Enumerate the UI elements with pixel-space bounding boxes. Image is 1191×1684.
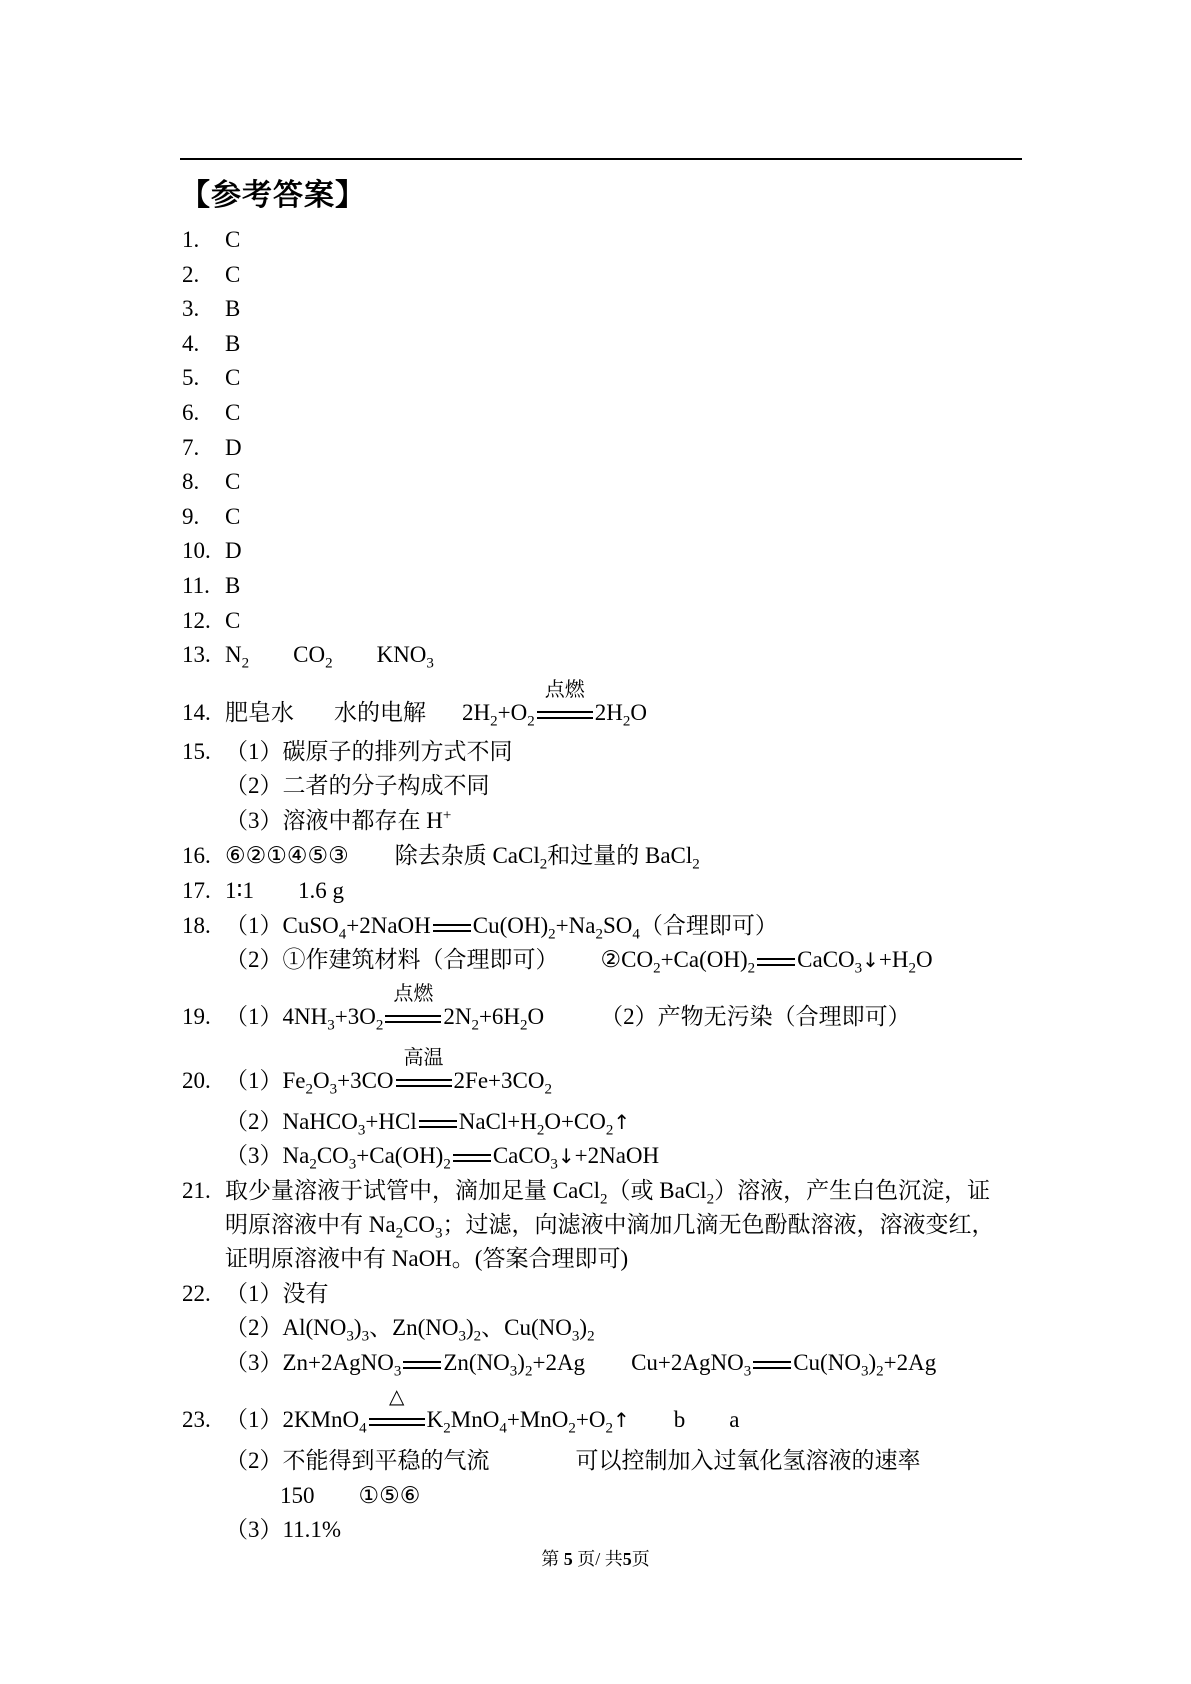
answer-choice: C xyxy=(225,400,241,425)
answer-21-line3: 证明原溶液中有 NaOH。(答案合理即可) xyxy=(225,1246,629,1271)
reaction-condition: 高温 xyxy=(394,1066,454,1096)
answer-22-2: $(2)Al(NO_3)_3$、$Zn(NO_3)_2$、$Cu(NO_3)_2$ xyxy=(225,1315,595,1345)
answer-13: 13. $N_2$ $CO_2$ $KNO_3$ xyxy=(182,642,434,672)
answer-row xyxy=(182,467,240,497)
answer-row xyxy=(182,606,240,636)
answer-choice: C xyxy=(225,503,241,529)
answer-choice: D xyxy=(225,434,242,460)
answer-row xyxy=(182,260,240,290)
answer-23-3: （3）11.1% xyxy=(225,1517,342,1542)
answer-row xyxy=(182,433,242,463)
answer-number: 8. xyxy=(182,469,200,495)
answer-18-1: 18. （1）CuSO$_4$+2NaOH $Cu(OH)_2+Na_2SO_4$（合理即可） xyxy=(182,913,778,943)
answer-21-line1: 21. 取少量溶液于试管中，滴加足量 CaCl$_2$（或 BaCl$_2$）溶液，产生白色沉淀，证 xyxy=(182,1178,991,1208)
reaction-condition: 点燃 xyxy=(535,698,595,728)
page-footer: 第 5 页/ 共5页 xyxy=(541,1549,650,1569)
answer-row xyxy=(182,329,240,359)
answer-number: 3. xyxy=(182,296,200,322)
answer-14: 14. 肥皂水 水的电解 $2H_2+O_2$ 点燃 $2H_2O$ xyxy=(182,677,647,730)
answer-number: 12. xyxy=(182,607,211,633)
answer-20-2: （2）NaHCO$_3$+HCl $NaCl+H_2O+CO_2↑$ xyxy=(225,1109,631,1139)
answer-23-2-cont: 150 ①⑤⑥ xyxy=(280,1483,421,1508)
top-rule xyxy=(180,158,1022,160)
reaction-condition: 点燃 xyxy=(383,1002,443,1032)
answer-choice: B xyxy=(225,296,241,322)
answer-row xyxy=(182,363,240,393)
answer-choice: C xyxy=(225,469,241,495)
answer-number: 9. xyxy=(182,503,200,529)
answer-number: 2. xyxy=(182,261,200,287)
answer-20-1: 20. $(1)Fe_2O_3+3CO$ 高温 $2Fe+3CO_2$ xyxy=(182,1045,552,1098)
answer-choice: C xyxy=(225,365,241,391)
answer-23-2: （2）不能得到平稳的气流 可以控制加入过氧化氢溶液的速率 xyxy=(225,1448,921,1473)
answer-number: 1. xyxy=(182,227,200,252)
answer-15-1: 15. （1）碳原子的排列方式不同 xyxy=(182,739,513,764)
answer-choice: D xyxy=(225,538,242,564)
answer-23-1: 23. （1）2KMnO$_4$ △ $K_2MnO_4+MnO_2+O_2↑$ b a xyxy=(182,1384,740,1437)
answer-choice: C xyxy=(225,607,241,633)
answer-choice: B xyxy=(225,573,241,598)
reaction-condition: △ xyxy=(367,1405,427,1435)
answer-number: 11. xyxy=(182,573,210,598)
answer-choice: C xyxy=(225,261,241,287)
answer-17: 17. 1∶1 1.6 g xyxy=(182,878,344,903)
answer-row xyxy=(182,225,240,255)
answer-21-line2: 明原溶液中有 $Na_2CO_3$；过滤，向滤液中滴加几滴无色酚酞溶液，溶液变红， xyxy=(225,1212,995,1242)
answer-row xyxy=(182,398,240,428)
answer-20-3: $(3)Na_2CO_3+Ca(OH)_2$ CaCO$_3$↓+2NaOH xyxy=(225,1143,660,1173)
answer-row xyxy=(182,571,240,601)
answer-22-3: （3）Zn+2AgNO$_3$ $Zn(NO_3)_2+2Ag$ Cu+2AgNO$_3$ $Cu(NO_3)_2+2Ag$ xyxy=(225,1350,937,1380)
answer-number: 10. xyxy=(182,538,211,564)
answer-number: 7. xyxy=(182,434,200,460)
answer-choice: B xyxy=(225,330,241,356)
answer-19: 19. $(1)4NH_3+3O_2$ 点燃 $2N_2+6H_2O$ （2）产物无污染（合理即可） xyxy=(182,981,911,1034)
answer-row xyxy=(182,502,240,532)
answer-heading: 【参考答案】 xyxy=(180,178,366,213)
answer-row xyxy=(182,294,240,324)
answer-15-2: （2）二者的分子构成不同 xyxy=(225,773,490,798)
answer-row xyxy=(182,536,242,566)
answer-18-2: （2）①作建筑材料（合理即可） $②CO_2+Ca(OH)_2$ $CaCO_3↓+H_2O$ xyxy=(225,947,933,977)
answer-16: 16. ⑥②①④⑤③ 除去杂质 CaCl$_2$和过量的 BaCl$_2$ xyxy=(182,843,700,873)
answer-choice: C xyxy=(225,227,241,252)
answer-number: 4. xyxy=(182,330,200,356)
answer-number: 6. xyxy=(182,400,200,425)
answer-15-3: （3）溶液中都存在 H+ xyxy=(225,807,452,833)
answer-number: 5. xyxy=(182,365,200,391)
answer-22-1: 22. （1）没有 xyxy=(182,1281,329,1306)
